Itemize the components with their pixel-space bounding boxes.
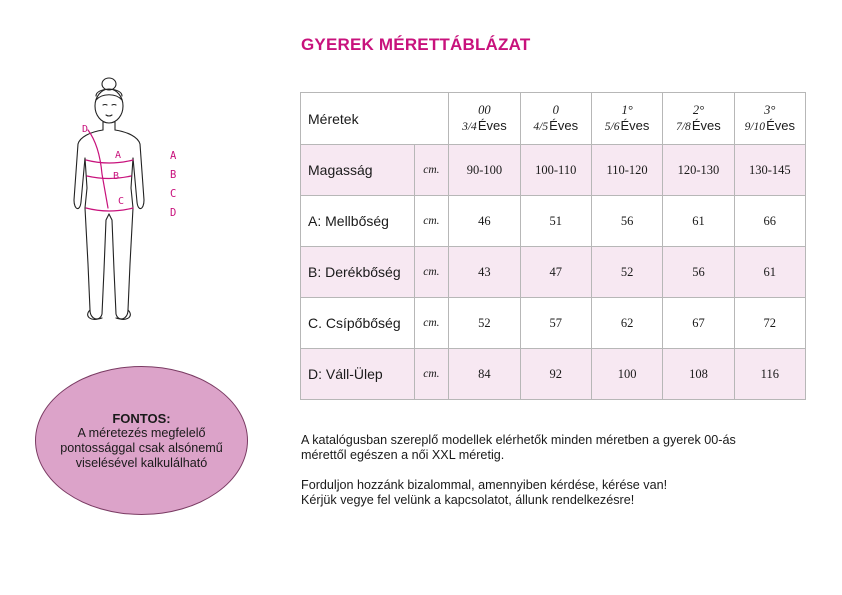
info-paragraph-contact [301, 478, 751, 508]
size-table [300, 92, 806, 400]
info-text [301, 433, 751, 523]
table-row-csipoboseg [301, 298, 806, 349]
table-cell: 130-145 [734, 145, 805, 196]
notice-heading: FONTOS: [112, 410, 171, 426]
table-cell: 62 [591, 298, 662, 349]
table-row-magassag [301, 145, 806, 196]
legend-a: A [170, 150, 177, 162]
table-cell: 52 [591, 247, 662, 298]
table-cell: 52 [449, 298, 520, 349]
table-cell: 108 [663, 349, 734, 400]
table-cell: 92 [520, 349, 591, 400]
header-size-1: 1° 5/6 Éves [591, 93, 662, 145]
header-label: Méretek [301, 93, 449, 145]
table-cell: 61 [663, 196, 734, 247]
row-label: Magasság [301, 145, 415, 196]
table-row-vall-ulep [301, 349, 806, 400]
table-cell: 67 [663, 298, 734, 349]
table-cell: 90-100 [449, 145, 520, 196]
table-cell: 110-120 [591, 145, 662, 196]
header-size-0: 0 4/5 Éves [520, 93, 591, 145]
table-cell: 116 [734, 349, 805, 400]
table-cell: 100-110 [520, 145, 591, 196]
row-unit: cm. [414, 247, 449, 298]
table-header-row [301, 93, 806, 145]
figure-label-a: A [115, 150, 122, 161]
figure-label-c: C [118, 196, 125, 207]
header-size-00: 00 3/4 Éves [449, 93, 520, 145]
contact-line-2: Kérjük vegye fel velünk a kapcsolatot, állunk rendelkezésre! [301, 493, 635, 507]
legend-d: D [170, 207, 177, 219]
table-row-derekboseg [301, 247, 806, 298]
measurement-legend [170, 147, 176, 223]
header-size-3: 3° 9/10 Éves [734, 93, 805, 145]
table-cell: 46 [449, 196, 520, 247]
table-cell: 43 [449, 247, 520, 298]
figure-label-d: D [82, 124, 89, 135]
table-cell: 47 [520, 247, 591, 298]
contact-line-1: Forduljon hozzánk bizalommal, amennyiben kérdése, kérése van! [301, 478, 668, 492]
table-cell: 56 [591, 196, 662, 247]
row-unit: cm. [414, 349, 449, 400]
table-cell: 100 [591, 349, 662, 400]
notice-text: A méretezés megfelelő pontossággal csak alsónemű viselésével kalkulálható [60, 425, 223, 470]
table-cell: 120-130 [663, 145, 734, 196]
table-cell: 57 [520, 298, 591, 349]
legend-c: C [170, 188, 177, 200]
row-unit: cm. [414, 196, 449, 247]
table-cell: 56 [663, 247, 734, 298]
table-cell: 66 [734, 196, 805, 247]
row-unit: cm. [414, 298, 449, 349]
table-cell: 51 [520, 196, 591, 247]
row-label: D: Váll-Ülep [301, 349, 415, 400]
table-row-mellboseg [301, 196, 806, 247]
row-label: A: Mellbőség [301, 196, 415, 247]
table-cell: 61 [734, 247, 805, 298]
row-unit: cm. [414, 145, 449, 196]
legend-b: B [170, 169, 177, 181]
header-size-2: 2° 7/8 Éves [663, 93, 734, 145]
page-title: GYEREK MÉRETTÁBLÁZAT [301, 35, 531, 54]
table-cell: 72 [734, 298, 805, 349]
important-notice [35, 366, 248, 515]
child-figure-illustration [68, 74, 198, 334]
info-paragraph-availability: A katalógusban szereplő modellek elérhetők minden méretben a gyerek 00-ás mérettől egészen a női XXL méretig. [301, 433, 736, 462]
row-label: C. Csípőbőség [301, 298, 415, 349]
row-label: B: Derékbőség [301, 247, 415, 298]
table-cell: 84 [449, 349, 520, 400]
figure-label-b: B [113, 171, 120, 182]
